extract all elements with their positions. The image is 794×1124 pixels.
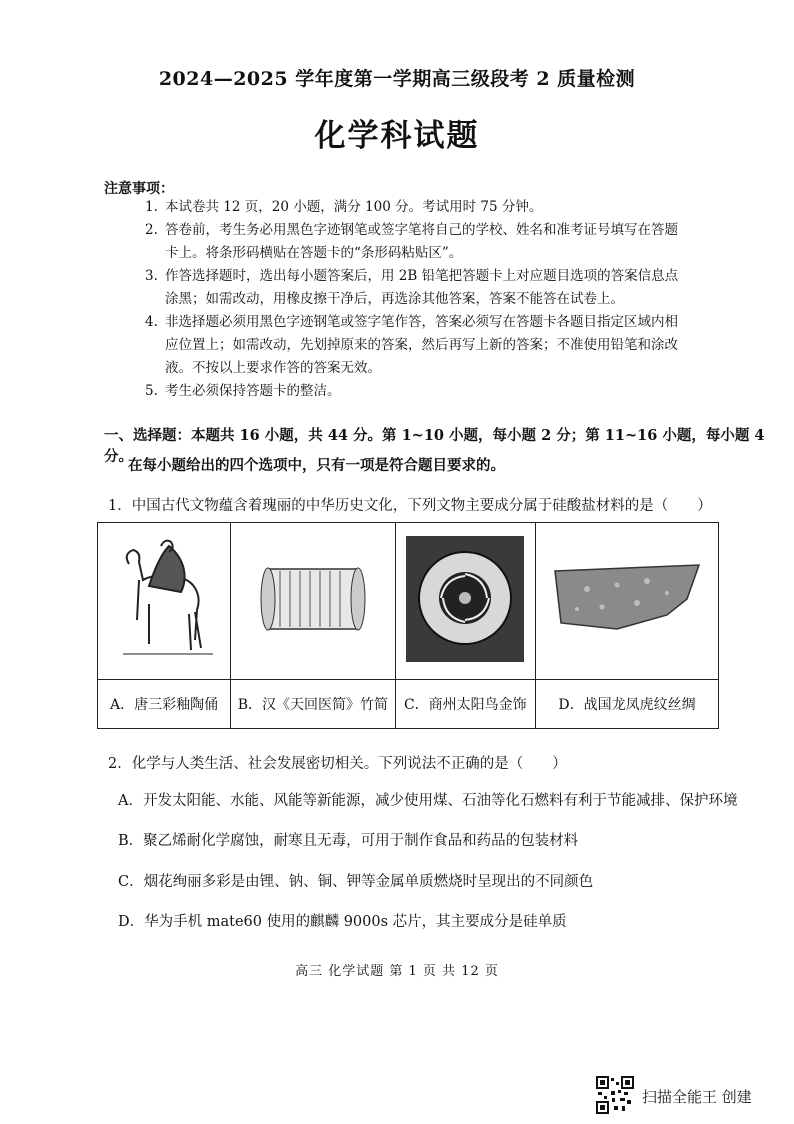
question-2-stem: 2．化学与人类生活、社会发展密切相关。下列说法不正确的是（ ） [108,756,567,772]
notice-item-1: 1. 本试卷共 12 页，20 小题，满分 100 分。考试用时 75 分钟。 [145,199,543,215]
option-b-label: B．汉《天回医简》竹简 [231,680,396,729]
scanner-brand: 扫描全能王 创建 [642,1088,752,1106]
section-instruction: 在每小题给出的四个选项中，只有一项是符合题目要求的。 [128,457,505,474]
notice-item-3: 3. 作答选择题时，选出每小题答案后，用 2B 铅笔把答题卡上对应题目选项的答案信息点 涂黑；如需改动，用橡皮擦干净后，再选涂其他答案，答案不能答在试卷上。 [145,268,679,307]
notice-item-4: 4. 非选择题必须用黑色字迹钢笔或签字笔作答，答案必须写在答题卡各题目指定区域内相 应位置上；如需改动，先划掉原来的答案，然后再写上新的答案；不准使用铅笔和涂改 液。不按以上要求作答的答案无效。 [145,314,678,376]
section-heading: 一、选择题：本题共 16 小题，共 44 分。第 1~10 小题，每小题 2 分；第 11~16 小题，每小题 4 分。 [104,427,765,465]
option-a-image-cell [98,523,231,680]
silk-fragment-icon [547,559,707,639]
question-2-option-a: A．开发太阳能、水能、风能等新能源，减少使用煤、石油等化石燃料有利于节能减排、保护环境 [118,793,738,809]
notice-label: 注意事项： [104,181,174,197]
question-2-option-d: D．华为手机 mate60 使用的麒麟 9000s 芯片，其主要成分是硅单质 [118,914,567,930]
bamboo-slips-icon [258,559,368,639]
question-1-stem: 1．中国古代文物蕴含着瑰丽的中华历史文化，下列文物主要成分属于硅酸盐材料的是（ ） [108,498,712,514]
page-footer: 高三 化学试题 第 1 页 共 12 页 [295,964,499,979]
notice-item-2: 2. 答卷前，考生务必用黑色字迹钢笔或签字笔将自己的学校、姓名和准考证号填写在答题 卡上。将条形码横贴在答题卡的“条形码粘贴区”。 [145,222,678,261]
exam-header: 2024—2025 学年度第一学期高三级段考 2 质量检测 [158,68,636,90]
question-2-option-c: C．烟花绚丽多彩是由锂、钠、铜、钾等金属单质燃烧时呈现出的不同颜色 [118,874,594,890]
option-c-label: C．商州太阳鸟金饰 [395,680,535,729]
camel-figurine-icon [109,534,219,664]
question-2-option-b: B．聚乙烯耐化学腐蚀，耐寒且无毒，可用于制作食品和药品的包装材料 [118,833,579,849]
question-1-options-table [97,522,719,729]
option-c-image-cell [395,523,535,680]
sun-bird-gold-ornament-icon [404,534,526,664]
notice-item-5: 5. 考生必须保持答题卡的整洁。 [145,383,341,399]
option-a-label: A．唐三彩釉陶俑 [98,680,231,729]
option-d-label: D．战国龙凤虎纹丝绸 [535,680,718,729]
option-b-image-cell [231,523,396,680]
option-d-image-cell [535,523,718,680]
page-title: 化学科试题 [314,118,480,154]
qr-code-icon [596,1076,634,1114]
